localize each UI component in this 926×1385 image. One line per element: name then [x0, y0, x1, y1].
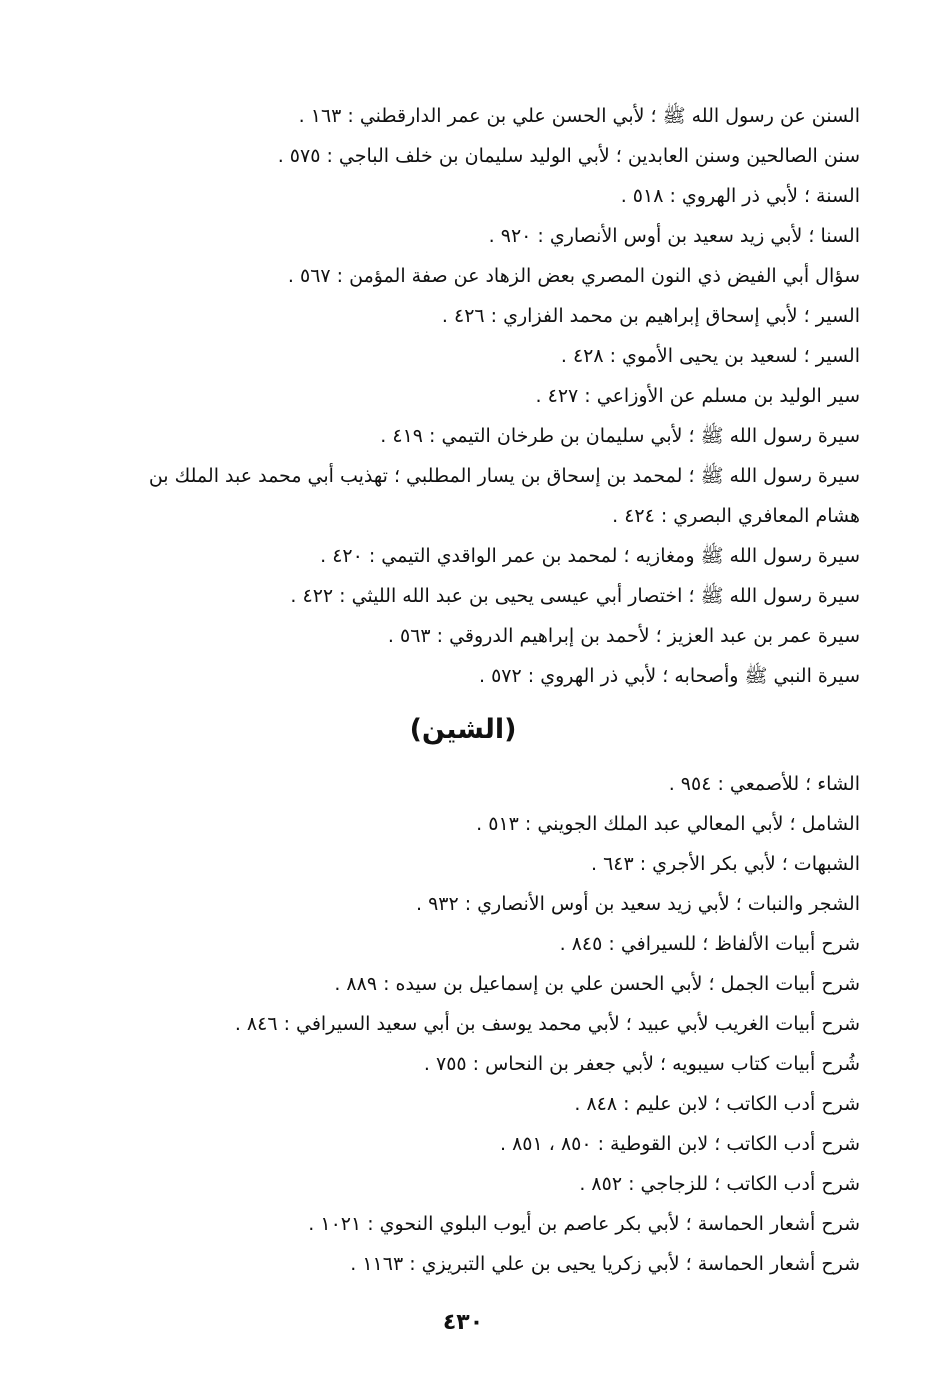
index-section-sheen — [100, 764, 860, 1284]
section-heading: (الشين) — [409, 714, 517, 745]
index-section-seen — [100, 96, 860, 696]
index-entry: شرح أدب الكاتب ؛ لابن عليم : ٨٤٨ . — [574, 1093, 860, 1115]
index-entry: سيرة رسول الله ﷺ ؛ اختصار أبي عيسى يحيى بن عبد الله الليثي : ٤٢٢ . — [290, 585, 860, 607]
index-entry: السير ؛ لأبي إسحاق إبراهيم بن محمد الفزاري : ٤٢٦ . — [441, 305, 860, 327]
index-entry: سيرة رسول الله ﷺ ؛ لمحمد بن إسحاق بن يسار المطلبي ؛ تهذيب أبي محمد عبد الملك بن — [148, 465, 860, 487]
index-entry: شرح أبيات الألفاظ ؛ للسيرافي : ٨٤٥ . — [559, 933, 860, 955]
index-entry: سنن الصالحين وسنن العابدين ؛ لأبي الوليد سليمان بن خلف الباجي : ٥٧٥ . — [277, 145, 860, 167]
index-entry: شرح أدب الكاتب ؛ لابن القوطية : ٨٥٠ ، ٨٥١ . — [500, 1133, 860, 1155]
index-entry: السنن عن رسول الله ﷺ ؛ لأبي الحسن علي بن عمر الدارقطني : ١٦٣ . — [298, 105, 860, 127]
index-entry: الشامل ؛ لأبي المعالي عبد الملك الجويني : ٥١٣ . — [476, 813, 860, 835]
index-entry: شرح أبيات الغريب لأبي عبيد ؛ لأبي محمد يوسف بن أبي سعيد السيرافي : ٨٤٦ . — [234, 1013, 860, 1035]
page-number: ٤٣٠ — [442, 1310, 484, 1335]
index-entry: الشجر والنبات ؛ لأبي زيد سعيد بن أوس الأنصاري : ٩٣٢ . — [415, 893, 860, 915]
index-entry-continuation: هشام المعافري البصري : ٤٢٤ . — [612, 505, 860, 527]
index-entry: السير ؛ لسعيد بن يحيى الأموي : ٤٢٨ . — [560, 345, 860, 367]
index-entry: سيرة رسول الله ﷺ ؛ لأبي سليمان بن طرخان التيمي : ٤١٩ . — [380, 425, 860, 447]
index-entry: سؤال أبي الفيض ذي النون المصري بعض الزهاد عن صفة المؤمن : ٥٦٧ . — [287, 265, 860, 287]
index-entry: سيرة النبي ﷺ وأصحابه ؛ لأبي ذر الهروي : ٥٧٢ . — [479, 665, 860, 687]
index-entry: الشاء ؛ للأصمعي : ٩٥٤ . — [668, 773, 860, 795]
index-entry: السنا ؛ لأبي زيد سعيد بن أوس الأنصاري : ٩٢٠ . — [488, 225, 860, 247]
index-entry: سيرة رسول الله ﷺ ومغازيه ؛ لمحمد بن عمر الواقدي التيمي : ٤٢٠ . — [320, 545, 860, 567]
index-entry: شرح أشعار الحماسة ؛ لأبي زكريا يحيى بن علي التبريزي : ١١٦٣ . — [350, 1253, 860, 1275]
index-entry: شُرح أبيات كتاب سيبويه ؛ لأبي جعفر بن النحاس : ٧٥٥ . — [423, 1053, 860, 1075]
index-entry: سير الوليد بن مسلم عن الأوزاعي : ٤٢٧ . — [535, 385, 860, 407]
index-entry: الشبهات ؛ لأبي بكر الأجري : ٦٤٣ . — [590, 853, 860, 875]
index-entry: سيرة عمر بن عبد العزيز ؛ لأحمد بن إبراهيم الدروقي : ٥٦٣ . — [387, 625, 860, 647]
index-entry: شرح أدب الكاتب ؛ للزجاجي : ٨٥٢ . — [579, 1173, 860, 1195]
index-entry: السنة ؛ لأبي ذر الهروي : ٥١٨ . — [620, 185, 860, 207]
index-entry: شرح أشعار الحماسة ؛ لأبي بكر عاصم بن أيوب البلوي النحوي : ١٠٢١ . — [308, 1213, 860, 1235]
index-entry: شرح أبيات الجمل ؛ لأبي الحسن علي بن إسماعيل بن سيده : ٨٨٩ . — [334, 973, 860, 995]
